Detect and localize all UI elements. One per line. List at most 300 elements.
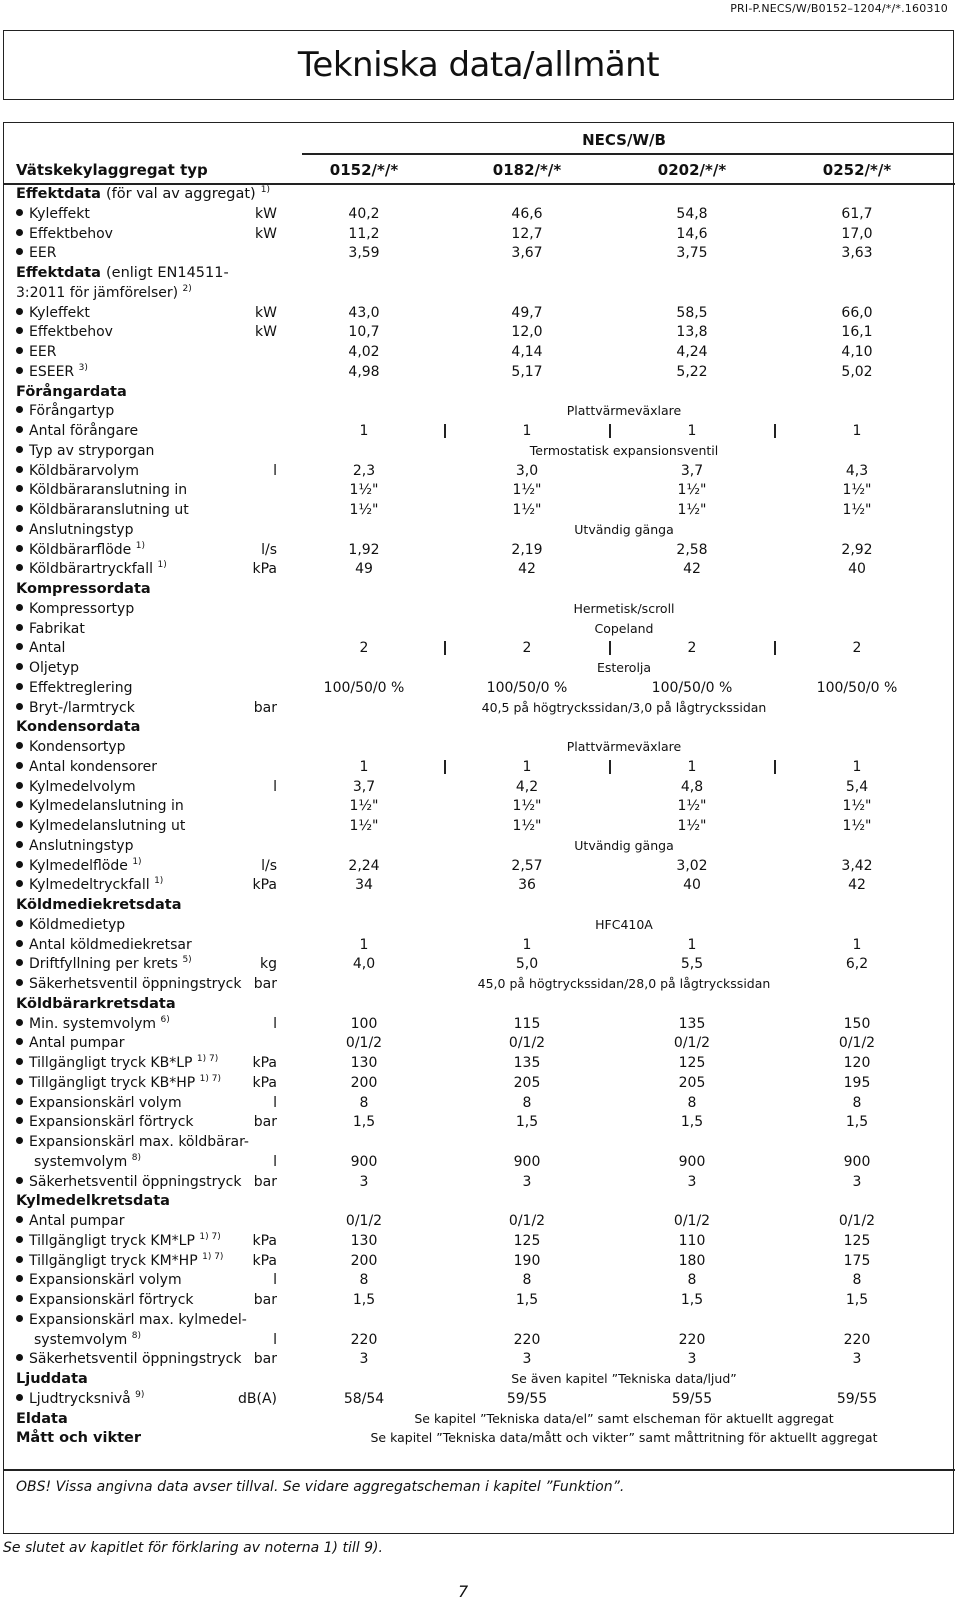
- footnote-ref: 8): [131, 1152, 141, 1163]
- cell-value: 8: [359, 1094, 369, 1111]
- table-row: [4, 1213, 955, 1233]
- table-row: [4, 502, 955, 522]
- cell-value: 3: [522, 1173, 532, 1190]
- row-unit: bar: [253, 699, 277, 716]
- column-separator: [609, 760, 611, 774]
- table-row: [4, 1332, 955, 1352]
- table-row: [4, 917, 955, 937]
- row-label-text: Effektbehov: [29, 324, 113, 341]
- bullet-icon: [16, 1058, 23, 1065]
- row-label-text: Tillgängligt tryck KB*HP: [29, 1074, 196, 1091]
- cell-value: 1½": [349, 482, 379, 499]
- bullet-icon: [16, 801, 23, 808]
- column-header-1: 0152/*/*: [329, 161, 399, 179]
- bullet-icon: [16, 1038, 23, 1045]
- row-label: [16, 1174, 241, 1190]
- merged-cell-value: Termostatisk expansionsventil: [529, 442, 719, 458]
- cell-value: 3: [687, 1351, 697, 1368]
- cell-value: 5,5: [680, 956, 704, 973]
- cell-value: 4,10: [841, 344, 873, 360]
- row-label-text: Köldbärarflöde: [29, 541, 132, 558]
- cell-value: 110: [678, 1232, 706, 1249]
- cell-value: 8: [687, 1094, 697, 1111]
- footnote-ref: 8): [131, 1330, 141, 1341]
- row-label-text: Säkerhetsventil öppningstryck: [29, 976, 242, 992]
- cell-value: 175: [843, 1252, 871, 1269]
- cell-value: 1: [852, 936, 862, 953]
- cell-value: 205: [678, 1074, 706, 1091]
- row-unit: kW: [255, 304, 277, 321]
- table-row: [4, 1391, 955, 1411]
- merged-cell-value: 40,5 på högtryckssidan/3,0 på lågtryckssidan: [481, 699, 767, 715]
- cell-value: 900: [350, 1153, 378, 1170]
- cell-value: 40: [848, 561, 866, 578]
- row-label-text: Tillgängligt tryck KM*HP: [29, 1252, 198, 1269]
- bullet-icon: [16, 643, 23, 650]
- cell-value: 1: [359, 423, 369, 439]
- merged-cell-value: Utvändig gänga: [574, 837, 674, 853]
- footnote-ref: 5): [182, 955, 192, 966]
- cell-value: 900: [513, 1153, 541, 1170]
- column-separator: [609, 424, 611, 438]
- cell-value: 5,17: [511, 363, 543, 380]
- row-unit: kW: [255, 205, 277, 222]
- row-label: [16, 443, 154, 459]
- bullet-icon: [16, 406, 23, 413]
- row-label: [16, 700, 135, 716]
- cell-value: 8: [852, 1272, 862, 1289]
- row-label-text: Köldbärartryckfall: [29, 561, 154, 578]
- cell-value: 3,67: [511, 245, 543, 262]
- column-separator: [444, 760, 446, 774]
- row-label-text: Förångartyp: [29, 403, 115, 420]
- column-separator: [444, 424, 446, 438]
- bullet-icon: [16, 308, 23, 315]
- cell-value: 17,0: [841, 225, 873, 242]
- section-title: Förångardata: [16, 383, 127, 400]
- row-unit: kg: [260, 956, 277, 973]
- cell-value: 180: [678, 1252, 706, 1269]
- table-row: [4, 996, 955, 1016]
- section-title: Kondensordata: [16, 719, 141, 736]
- cell-value: 1,5: [845, 1114, 869, 1131]
- row-label: [16, 838, 133, 854]
- table-row: [4, 956, 955, 976]
- bullet-icon: [16, 209, 23, 216]
- row-label-text: Kylmedelanslutning in: [29, 798, 184, 815]
- row-unit: l: [273, 1331, 277, 1348]
- cell-value: 1½": [512, 818, 542, 834]
- section-subtitle: (för val av aggregat): [106, 186, 256, 202]
- cell-value: 16,1: [841, 324, 873, 341]
- table-row: [4, 700, 955, 720]
- table-row: [4, 463, 955, 483]
- bullet-icon: [16, 505, 23, 512]
- cell-value: 220: [513, 1331, 541, 1348]
- cell-value: 3,0: [515, 462, 539, 479]
- row-label-text: Bryt-/larmtryck: [29, 699, 135, 716]
- row-label: [16, 1016, 170, 1032]
- row-label-text: Ljudtrycksnivå: [29, 1390, 131, 1407]
- cell-value: 4,3: [845, 462, 869, 479]
- bullet-icon: [16, 1275, 23, 1282]
- row-label-text: Kompressortyp: [29, 600, 135, 617]
- cell-value: 4,2: [515, 778, 539, 795]
- cell-value: 100/50/0 %: [486, 679, 568, 696]
- bullet-icon: [16, 1256, 23, 1263]
- cell-value: 1,5: [515, 1114, 539, 1131]
- row-unit: bar: [253, 1292, 277, 1308]
- cell-value: 1,92: [348, 541, 380, 558]
- column-separator: [774, 641, 776, 655]
- row-label-text: Effektbehov: [29, 225, 113, 242]
- cell-value: 1½": [677, 798, 707, 815]
- merged-cell-value: Se kapitel ”Tekniska data/el” samt elscheman för aktuellt aggregat: [414, 1410, 834, 1426]
- merged-cell-value: Se kapitel ”Tekniska data/mått och vikter” samt måttritning för aktuellt aggregat: [370, 1430, 878, 1446]
- header-rule-bottom: [4, 183, 955, 185]
- cell-value: 13,8: [676, 324, 708, 341]
- table-row: [4, 482, 955, 502]
- cell-value: 2,19: [511, 541, 543, 558]
- row-label: [16, 660, 79, 676]
- cell-value: 5,02: [841, 363, 873, 380]
- table-row: [4, 759, 955, 779]
- table-row: [4, 621, 955, 641]
- footnote-ref: 1): [260, 185, 271, 195]
- table-row: [4, 1114, 955, 1134]
- cell-value: 5,22: [676, 363, 708, 380]
- cell-value: 1½": [512, 482, 542, 499]
- row-label: [16, 463, 139, 479]
- cell-value: 100: [350, 1015, 378, 1032]
- cell-value: 1: [522, 936, 532, 953]
- section-subtitle: 3:2011 för jämförelser): [16, 284, 179, 301]
- cell-value: 54,8: [676, 205, 708, 222]
- row-label: [16, 759, 157, 775]
- merged-cell-value: Plattvärmeväxlare: [566, 403, 682, 419]
- footnote-ref: 1) 7): [199, 1073, 221, 1084]
- cell-value: 40,2: [348, 205, 380, 222]
- cell-value: 120: [843, 1055, 871, 1071]
- section-title: Effektdata: [16, 265, 101, 281]
- row-unit: bar: [253, 1173, 277, 1190]
- row-label: [16, 601, 134, 617]
- footnote-ref: 3): [78, 362, 88, 373]
- table-row: [4, 206, 955, 226]
- cell-value: 0/1/2: [345, 1035, 383, 1052]
- table-row: [4, 403, 955, 423]
- cell-value: 900: [678, 1153, 706, 1170]
- section-title: Ljuddata: [16, 1371, 88, 1387]
- row-label-text: Kylmedeltryckfall: [29, 877, 150, 894]
- table-row: [4, 818, 955, 838]
- row-label: [16, 561, 167, 577]
- cell-value: 190: [513, 1252, 541, 1269]
- section-title: Köldbärarkretsdata: [16, 995, 176, 1012]
- cell-value: 1,5: [515, 1292, 539, 1308]
- row-label-text: Antal köldmediekretsar: [29, 936, 192, 953]
- row-label: [16, 818, 185, 834]
- bullet-icon: [16, 683, 23, 690]
- row-label: [16, 640, 65, 656]
- table-row: [4, 1292, 955, 1312]
- row-unit: kPa: [252, 1055, 277, 1071]
- header-rule-top: [302, 153, 954, 155]
- cell-value: 220: [350, 1331, 378, 1348]
- row-label: [16, 680, 133, 696]
- cell-value: 3,02: [676, 857, 708, 874]
- table-row: [4, 1154, 955, 1174]
- table-row: [4, 660, 955, 680]
- row-label: [16, 956, 192, 972]
- cell-value: 42: [848, 877, 866, 894]
- cell-value: 11,2: [348, 225, 380, 242]
- cell-value: 40: [683, 877, 701, 894]
- row-label: [34, 1154, 141, 1170]
- cell-value: 3,63: [841, 245, 873, 262]
- cell-value: 205: [513, 1074, 541, 1091]
- column-header-4: 0252/*/*: [822, 161, 892, 179]
- cell-value: 0/1/2: [673, 1213, 711, 1229]
- cell-value: 1: [359, 936, 369, 953]
- cell-value: 0/1/2: [838, 1213, 876, 1229]
- bullet-icon: [16, 762, 23, 769]
- row-label-text: Kylmedelanslutning ut: [29, 818, 186, 834]
- row-unit: l/s: [261, 541, 277, 558]
- table-row: [4, 897, 955, 917]
- cell-value: 2: [687, 640, 697, 657]
- row-label-text: Kondensortyp: [29, 739, 126, 755]
- cell-value: 4,02: [348, 344, 380, 360]
- row-label: [16, 1075, 221, 1091]
- cell-value: 8: [359, 1272, 369, 1289]
- row-label: [16, 1233, 221, 1249]
- cell-value: 1½": [512, 502, 542, 518]
- row-unit: kPa: [252, 877, 277, 894]
- table-row: [4, 1016, 955, 1036]
- row-label-text: Typ av stryporgan: [29, 442, 155, 459]
- row-label-text: Köldbärarvolym: [29, 462, 140, 479]
- bullet-icon: [16, 940, 23, 947]
- row-unit: l: [273, 778, 277, 795]
- bullet-icon: [16, 485, 23, 492]
- row-label: [16, 344, 56, 360]
- bullet-icon: [16, 1315, 23, 1322]
- row-label: [16, 1292, 194, 1308]
- table-row: [4, 1312, 955, 1332]
- footnote-ref: 1) 7): [202, 1251, 224, 1262]
- footnote-ref: 1): [132, 856, 142, 867]
- cell-value: 0/1/2: [838, 1035, 876, 1052]
- merged-cell-value: 45,0 på högtryckssidan/28,0 på lågtryckssidan: [477, 976, 771, 991]
- bullet-icon: [16, 742, 23, 749]
- cell-value: 2: [359, 640, 369, 657]
- merged-cell-value: Se även kapitel ”Tekniska data/ljud”: [511, 1371, 737, 1386]
- merged-cell-value: Plattvärmeväxlare: [566, 739, 682, 754]
- row-label: [16, 384, 127, 400]
- cell-value: 1: [522, 423, 532, 439]
- cell-value: 0/1/2: [508, 1035, 546, 1052]
- row-label: [16, 265, 229, 281]
- bullet-icon: [16, 1394, 23, 1401]
- cell-value: 125: [843, 1232, 871, 1249]
- row-label: [16, 1312, 247, 1328]
- bullet-icon: [16, 604, 23, 611]
- cell-value: 0/1/2: [345, 1213, 383, 1229]
- row-label-text: Köldbäraranslutning in: [29, 482, 188, 499]
- cell-value: 12,0: [511, 324, 543, 341]
- column-separator: [774, 424, 776, 438]
- cell-value: 3,59: [348, 245, 380, 262]
- row-label: [16, 798, 184, 814]
- table-row: [4, 877, 955, 897]
- column-separator: [444, 641, 446, 655]
- cell-value: 5,4: [845, 778, 869, 795]
- table-row: [4, 1055, 955, 1075]
- row-label: [16, 581, 151, 597]
- cell-value: 900: [843, 1153, 871, 1170]
- table-row: [4, 561, 955, 581]
- merged-cell-value: Esterolja: [596, 660, 652, 675]
- cell-value: 3,7: [352, 778, 376, 795]
- table-row: [4, 1193, 955, 1213]
- section-title: Eldata: [16, 1410, 68, 1427]
- row-label-text: Köldmedietyp: [29, 916, 126, 933]
- row-label: [16, 1272, 182, 1288]
- row-label-text: Säkerhetsventil öppningstryck: [29, 1351, 242, 1368]
- row-label: [16, 1134, 249, 1150]
- cell-value: 3: [852, 1173, 862, 1190]
- table-row: [4, 522, 955, 542]
- table-row: [4, 265, 955, 285]
- table-row: [4, 581, 955, 601]
- row-label: [16, 403, 114, 419]
- footnote-ref: 1): [135, 540, 145, 551]
- table-row: [4, 245, 955, 265]
- table-row: [4, 1075, 955, 1095]
- row-label: [16, 739, 126, 755]
- cell-value: 1½": [677, 482, 707, 499]
- row-unit: kPa: [252, 1252, 277, 1269]
- bullet-icon: [16, 782, 23, 789]
- cell-value: 195: [843, 1074, 871, 1091]
- table-row: [4, 719, 955, 739]
- column-header-3: 0202/*/*: [657, 161, 727, 179]
- row-label: [16, 226, 113, 242]
- cell-value: 1,5: [845, 1292, 869, 1308]
- row-label-text: Tillgängligt tryck KM*LP: [29, 1232, 195, 1249]
- bullet-icon: [16, 229, 23, 236]
- row-label: [16, 976, 241, 992]
- bullet-icon: [16, 821, 23, 828]
- bullet-icon: [16, 880, 23, 887]
- cell-value: 1½": [677, 502, 707, 518]
- column-header-2: 0182/*/*: [492, 161, 562, 179]
- row-label: [16, 245, 56, 261]
- table-row: [4, 384, 955, 404]
- table-row: [4, 443, 955, 463]
- bullet-icon: [16, 564, 23, 571]
- table-row: [4, 601, 955, 621]
- row-label-text: Säkerhetsventil öppningstryck: [29, 1173, 242, 1190]
- table-row: [4, 542, 955, 562]
- cell-value: 2,92: [841, 541, 873, 558]
- cell-value: 2: [522, 640, 532, 657]
- cell-value: 100/50/0 %: [323, 679, 405, 696]
- row-label: [16, 1430, 141, 1446]
- cell-value: 46,6: [511, 205, 543, 222]
- section-title: Kylmedelkretsdata: [16, 1193, 170, 1210]
- row-unit: l: [273, 1094, 277, 1111]
- row-label: [16, 522, 133, 538]
- bullet-icon: [16, 663, 23, 670]
- page-title: Tekniska data/allmänt: [297, 45, 660, 85]
- cell-value: 1½": [512, 798, 542, 815]
- section-title: Kompressordata: [16, 581, 151, 597]
- cell-value: 6,2: [845, 956, 869, 973]
- cell-value: 10,7: [348, 324, 380, 341]
- row-label-text: Köldbäraranslutning ut: [29, 502, 189, 518]
- cell-value: 130: [350, 1055, 378, 1071]
- footnote-ref: 1): [154, 876, 164, 887]
- cell-value: 100/50/0 %: [651, 679, 733, 696]
- document-code: PRI-P.NECS/W/B0152–1204/*/*.160310: [730, 2, 948, 15]
- cell-value: 1: [687, 423, 697, 439]
- row-label: [16, 1411, 68, 1427]
- bullet-icon: [16, 525, 23, 532]
- row-label: [16, 858, 142, 874]
- row-label-text: Effektreglering: [29, 679, 133, 696]
- obs-note: OBS! Vissa angivna data avser tillval. Se vidare aggregatscheman i kapitel ”Funktion”.: [16, 1479, 625, 1495]
- bullet-icon: [16, 841, 23, 848]
- row-label-text: ESEER: [29, 363, 75, 380]
- cell-value: 34: [355, 877, 373, 894]
- row-label-text: Anslutningstyp: [29, 837, 134, 854]
- bullet-icon: [16, 1078, 23, 1085]
- table-row: [4, 186, 955, 206]
- row-label-text: EER: [29, 344, 57, 360]
- cell-value: 3,7: [680, 462, 704, 479]
- row-label-text: systemvolym: [34, 1331, 128, 1348]
- cell-value: 0/1/2: [508, 1213, 546, 1229]
- cell-value: 100/50/0 %: [816, 679, 898, 696]
- row-label-text: Expansionskärl förtryck: [29, 1292, 194, 1308]
- cell-value: 59/55: [836, 1390, 878, 1407]
- footer-rule: [4, 1469, 955, 1471]
- cell-value: 220: [843, 1331, 871, 1348]
- footnote-ref: 1): [157, 560, 167, 571]
- bullet-icon: [16, 367, 23, 374]
- bullet-icon: [16, 1177, 23, 1184]
- cell-value: 3: [359, 1351, 369, 1368]
- section-title: Köldmediekretsdata: [16, 897, 182, 913]
- cell-value: 1,5: [680, 1114, 704, 1131]
- row-label-text: Expansionskärl förtryck: [29, 1114, 194, 1131]
- bullet-icon: [16, 347, 23, 354]
- table-row: [4, 226, 955, 246]
- table-row: [4, 1430, 955, 1450]
- bullet-icon: [16, 920, 23, 927]
- bullet-icon: [16, 327, 23, 334]
- cell-value: 1½": [842, 502, 872, 518]
- column-separator: [609, 641, 611, 655]
- row-label: [34, 1332, 141, 1348]
- row-label: [16, 285, 192, 301]
- cell-value: 2,24: [348, 857, 380, 874]
- merged-cell-value: Hermetisk/scroll: [573, 600, 675, 616]
- cell-value: 125: [513, 1232, 541, 1249]
- table-row: [4, 976, 955, 996]
